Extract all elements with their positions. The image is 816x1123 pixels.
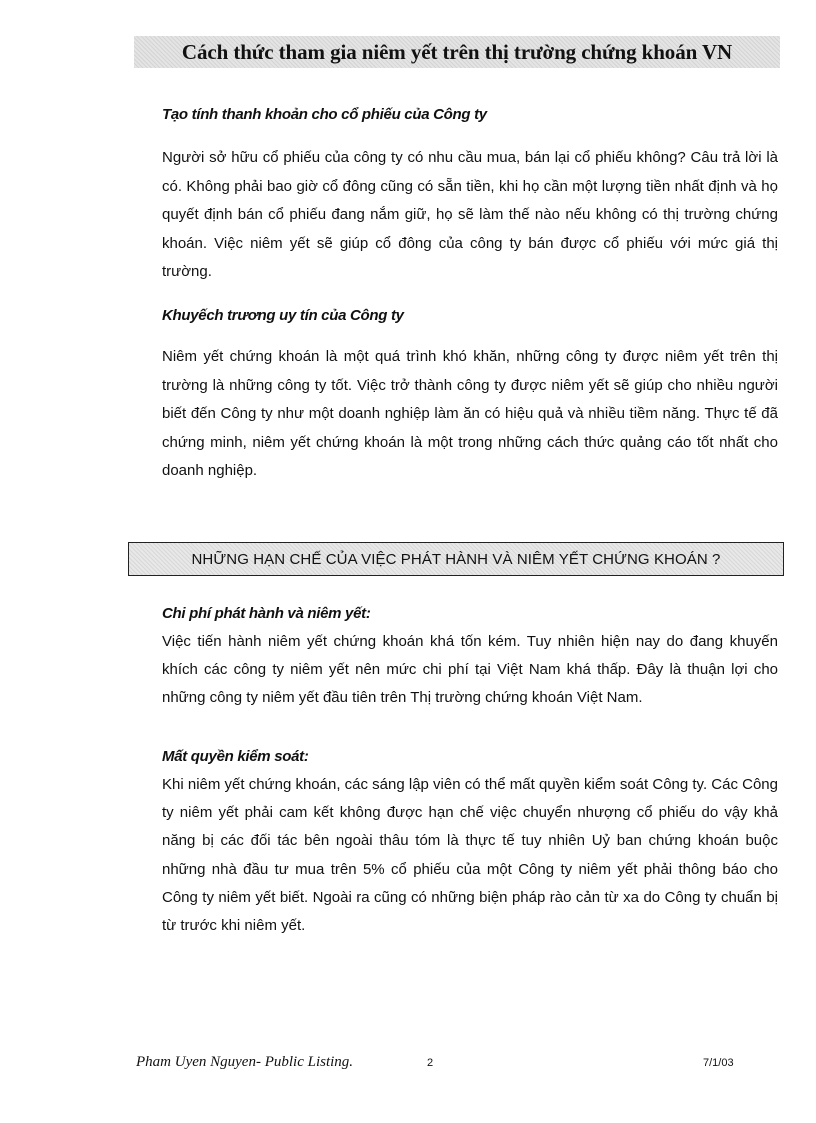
- section-body-liquidity: Người sở hữu cổ phiếu của công ty có nhu cầu mua, bán lại cổ phiếu không? Câu trả lời là có. Không phải bao giờ cổ đông cũng có sẵn tiền, khi họ cần một lượng tiền nhất định và họ quyết định bán cổ phiếu đang nắm giữ, họ sẽ làm thế nào nếu không có thị trường chứng khoán. Việc niêm yết sẽ giúp cổ đông của công ty bán được cổ phiếu với mức giá thị trường.: [162, 149, 778, 281]
- page-title: Cách thức tham gia niêm yết trên thị trường chứng khoán VN: [181, 39, 733, 64]
- limit-body-control: Khi niêm yết chứng khoán, các sáng lập viên có thể mất quyền kiểm soát Công ty. Các Công ty niêm yết phải cam kết không được hạn chế việc chuyển nhượng cổ phiếu do vậy khả năng bị các đối tác bên ngoài thâu tóm là thực tế tuy nhiên Uỷ ban chứng khoán buộc những nhà đầu tư mua trên 5% cổ phiếu của một Công ty niêm yết phải thông báo cho Công ty niêm yết biết. Ngoài ra cũng có những biện pháp rào cản từ xa do Công ty chuẩn bị từ trước khi niêm yết.: [162, 776, 778, 935]
- footer-page-number: 2: [427, 1057, 434, 1069]
- footer-date: 7/1/03: [703, 1057, 734, 1069]
- title-banner: [134, 36, 780, 68]
- limit-body-cost: Việc tiến hành niêm yết chứng khoán khá tốn kém. Tuy nhiên hiện nay do đang khuyến khích các công ty niêm yết nên mức chi phí tại Việt Nam khá thấp. Đây là thuận lợi cho những công ty niêm yết đầu tiên trên Thị trường chứng khoán Việt Nam.: [162, 633, 778, 707]
- section-body-reputation: Niêm yết chứng khoán là một quá trình khó khăn, những công ty được niêm yết trên thị trường là những công ty tốt. Việc trở thành công ty được niêm yết sẽ giúp cho nhiều người biết đến Công ty như một doanh nghiệp làm ăn có hiệu quả và nhiều tiềm năng. Thực tế đã chứng minh, niêm yết chứng khoán là một trong những cách thức quảng cáo tốt nhất cho doanh nghiệp.: [162, 348, 778, 480]
- limit-heading-control: Mất quyền kiểm soát:: [162, 748, 309, 765]
- footer-author: Pham Uyen Nguyen- Public Listing.: [136, 1054, 354, 1070]
- limit-heading-cost: Chi phí phát hành và niêm yết:: [162, 605, 371, 622]
- limits-section-banner: [128, 542, 784, 576]
- section-heading-reputation: Khuyếch trương uy tín của Công ty: [162, 307, 404, 324]
- limits-section-title: NHỮNG HẠN CHẾ CỦA VIỆC PHÁT HÀNH VÀ NIÊM YẾT CHỨNG KHOÁN ?: [191, 550, 721, 568]
- section-heading-liquidity: Tạo tính thanh khoản cho cổ phiếu của Công ty: [162, 106, 487, 123]
